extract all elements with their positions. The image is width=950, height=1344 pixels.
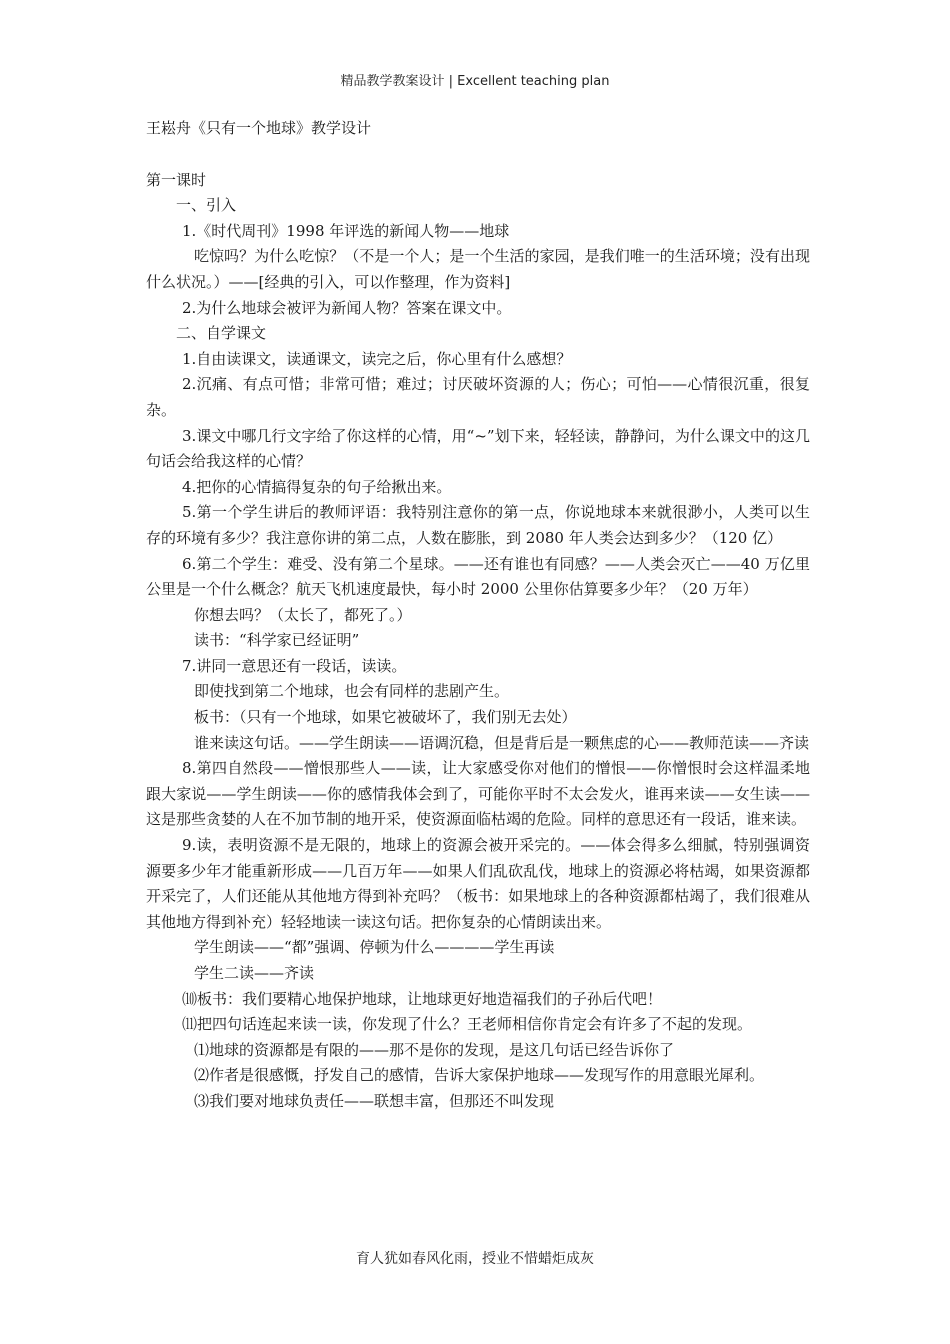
paragraph-line: 2.沉痛、有点可惜；非常可惜；难过；讨厌破坏资源的人；伤心；可怕——心情很沉重，很复杂。 bbox=[146, 375, 810, 419]
page-footer: 育人犹如春风化雨，授业不惜蜡炬成灰 bbox=[356, 1251, 594, 1267]
paragraph-line: 7.讲同一意思还有一段话，读读。 bbox=[182, 656, 407, 675]
paragraph-line: 谁来读这句话。——学生朗读——语调沉稳，但是背后是一颗焦虑的心——教师范读——齐读 bbox=[194, 733, 810, 752]
paragraph-line: 板书：（只有一个地球，如果它被破坏了，我们别无去处） bbox=[194, 708, 577, 727]
paragraph-line: ⑾把四句话连起来读一读，你发现了什么？王老师相信你肯定会有许多了不起的发现。 bbox=[182, 1015, 753, 1034]
paragraph-line: 学生二读——齐读 bbox=[194, 964, 315, 982]
paragraph-line: 1.自由读课文，读通课文，读完之后，你心里有什么感想？ bbox=[182, 349, 572, 368]
paragraph-line: 6.第二个学生：难受、没有第二个星球。——还有谁也有同感？——人类会灭亡——40 万亿里公里是一个什么概念？航天飞机速度最快，每小时 2000 公里你估算要多少年？（20 万年） bbox=[146, 554, 810, 599]
paragraph-line: 一、引入 bbox=[176, 196, 237, 215]
paragraph-line: ⑽板书：我们要精心地保护地球，让地球更好地造福我们的子孙后代吧！ bbox=[182, 989, 663, 1008]
paragraph-line: 9.读，表明资源不是无限的，地球上的资源会被开采完的。——体会得多么细腻，特别强调资源要多少年才能重新形成——几百万年——如果人们乱砍乱伐，地球上的资源必将枯竭，如果资源都开采完了，人们还能从其他地方得到补充吗？（板书：如果地球上的各种资源都枯竭了，我们很难从其他地方得到补充）轻轻地读一读这句话。把你复杂的心情朗读出来。 bbox=[146, 836, 810, 931]
paragraph-line: 2.为什么地球会被评为新闻人物？答案在课文中。 bbox=[182, 298, 512, 317]
paragraph-line: ⑴地球的资源都是有限的——那不是你的发现，是这几句话已经告诉你了 bbox=[194, 1040, 675, 1059]
document-body bbox=[146, 116, 810, 1115]
paragraph-line: 二、自学课文 bbox=[176, 324, 267, 343]
paragraph-line: 1.《时代周刊》1998 年评选的新闻人物——地球 bbox=[182, 221, 510, 240]
paragraph-line: 你想去吗？（太长了，都死了。） bbox=[194, 605, 412, 624]
paragraph-line: ⑶我们要对地球负责任——联想丰富，但那还不叫发现 bbox=[194, 1091, 555, 1110]
paragraph-line: 3.课文中哪几行文字给了你这样的心情，用“~”划下来，轻轻读，静静问，为什么课文中的这几句话会给我这样的心情？ bbox=[146, 426, 810, 471]
page-header: 精品教学教案设计 | Excellent teaching plan bbox=[340, 74, 610, 89]
lesson-lines bbox=[146, 168, 810, 1115]
paragraph-line: 即使找到第二个地球，也会有同样的悲剧产生。 bbox=[194, 682, 510, 701]
paragraph-line: 4.把你的心情搞得复杂的句子给揪出来。 bbox=[182, 477, 452, 496]
paragraph-line: 读书：“科学家已经证明” bbox=[194, 631, 360, 650]
paragraph-line: 8.第四自然段——憎恨那些人——读，让大家感受你对他们的憎恨——你憎恨时会这样温柔地跟大家说——学生朗读——你的感情我体会到了，可能你平时不太会发火，谁再来读——女生读——这是那些贪婪的人在不加节制的地开采，使资源面临枯竭的危险。同样的意思还有一段话，谁来读。 bbox=[146, 759, 810, 829]
paragraph-line: 吃惊吗？为什么吃惊？（不是一个人；是一个生活的家园，是我们唯一的生活环境；没有出现什么状况。）——[经典的引入，可以作整理，作为资料] bbox=[146, 247, 810, 291]
paragraph-line: ⑵作者是很感慨，抒发自己的感情，告诉大家保护地球——发现写作的用意眼光犀利。 bbox=[194, 1066, 765, 1085]
paragraph-line: 5.第一个学生讲后的教师评语：我特别注意你的第一点，你说地球本来就很渺小，人类可以生存的环境有多少？我注意你讲的第二点，人数在膨胀，到 2080 年人类会达到多少？（120 亿） bbox=[146, 503, 810, 547]
paragraph-line: 学生朗读——“都”强调、停顿为什么————学生再读 bbox=[194, 938, 555, 957]
paragraph-line: 第一课时 bbox=[146, 170, 207, 189]
document-title: 王崧舟《只有一个地球》教学设计 bbox=[146, 119, 372, 137]
